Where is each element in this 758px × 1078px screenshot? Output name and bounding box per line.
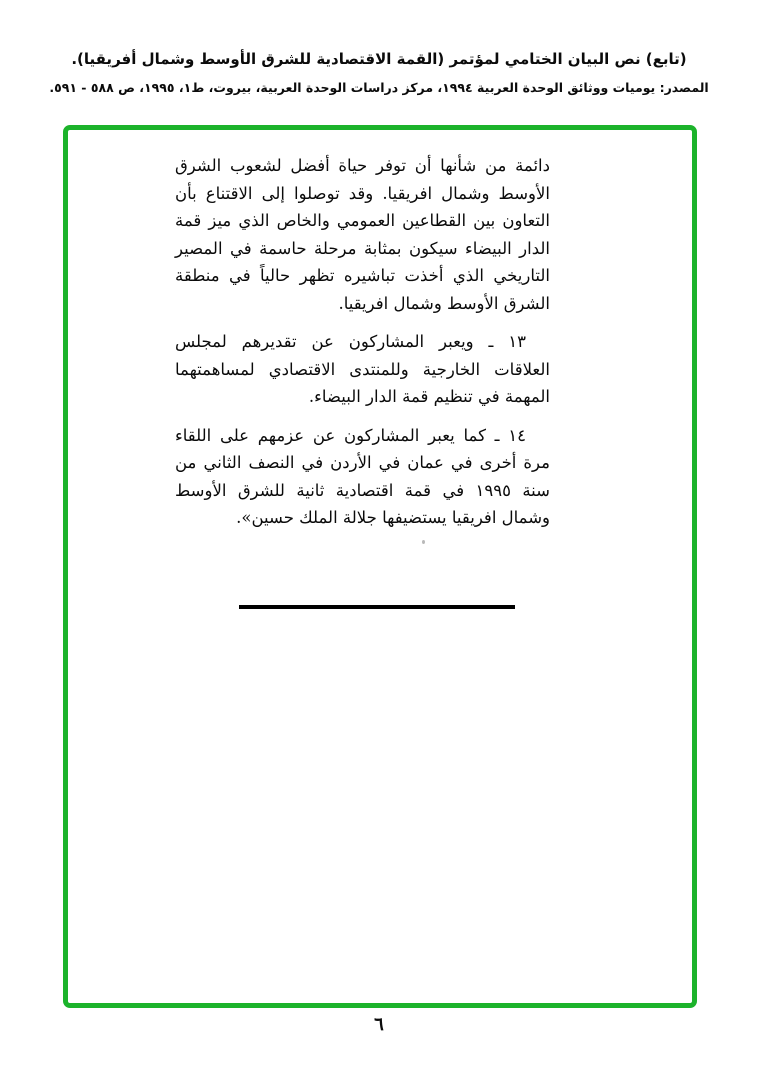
paragraph-continuation: دائمة من شأنها أن توفر حياة أفضل لشعوب الشرق الأوسط وشمال افريقيا. وقد توصلوا إلى الاقتناع بأن التعاون بين القطاعين العمومي والخاص الذي ميز قمة الدار البيضاء سيكون بمثابة مرحلة حاسمة في المصير التاريخي الذي أخذت تباشيره تظهر حالياً في منطقة الشرق الأوسط وشمال افريقيا. xyxy=(175,156,550,313)
page-number: ٦ xyxy=(374,1014,384,1035)
scan-artifact-dot xyxy=(422,540,425,544)
document-body xyxy=(175,152,550,543)
document-title: (تابع) نص البيان الختامي لمؤتمر (القمة الاقتصادية للشرق الأوسط وشمال أفريقيا). xyxy=(71,50,687,68)
section-divider-rule xyxy=(239,605,515,609)
paragraph-14: ١٤ ـ كما يعبر المشاركون عن عزمهم على اللقاء مرة أخرى في عمان في الأردن في النصف الثاني من سنة ١٩٩٥ في قمة اقتصادية ثانية للشرق الأوسط وشمال افريقيا يستضيفها جلالة الملك حسين». xyxy=(175,425,550,527)
source-citation: المصدر: يوميات ووثائق الوحدة العربية ١٩٩٤، مركز دراسات الوحدة العربية، بيروت، ط١، ١٩٩٥، ص ٥٨٨ - ٥٩١. xyxy=(49,80,709,95)
page-header xyxy=(0,48,758,97)
paragraph-13: ١٣ ـ ويعبر المشاركون عن تقديرهم لمجلس العلاقات الخارجية وللمنتدى الاقتصادي لمساهمتهما المهمة في تنظيم قمة الدار البيضاء. xyxy=(175,332,550,406)
